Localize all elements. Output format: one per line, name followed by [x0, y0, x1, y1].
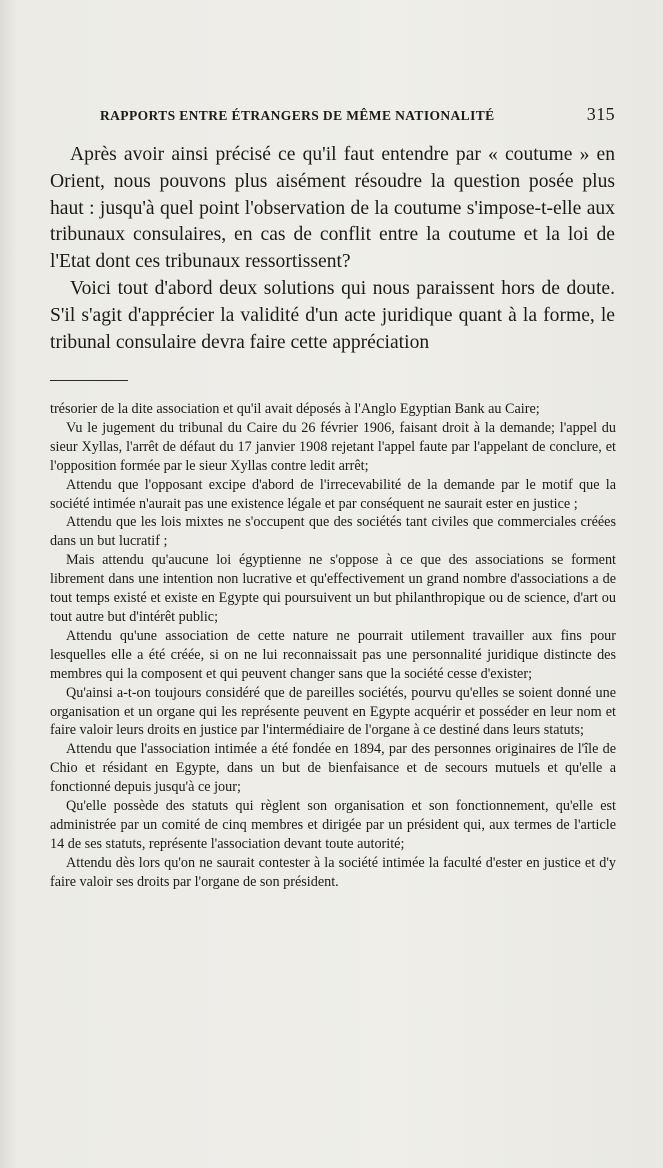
running-header	[100, 106, 615, 128]
footnote-paragraph: Qu'elle possède des statuts qui règlent son organisation et son fonctionnement, qu'elle est administrée par un comité de cinq membres et dirigée par un président qui, aux termes de l'article 14 de ses statuts, représente l'association devant toute autorité;	[50, 798, 616, 852]
footnote-paragraph: Attendu que l'opposant excipe d'abord de l'irrecevabilité de la demande par le motif que la société intimée n'aurait pas une existence légale et par conséquent ne saurait ester en justice ;	[50, 476, 616, 512]
running-title: RAPPORTS ENTRE ÉTRANGERS DE MÊME NATIONALITÉ	[100, 108, 495, 123]
footnote-paragraph: Attendu que l'association intimée a été fondée en 1894, par des personnes originaires de l'île de Chio et résidant en Egypte, dans un but de bienfaisance et de secours mutuels et qu'elle a fonctionné depuis jusqu'à ce jour;	[50, 741, 616, 796]
footnote-paragraph: Attendu dès lors qu'on ne saurait contester à la société intimée la faculté d'ester en justice et d'y faire valoir ses droits par l'organe de son président.	[50, 854, 616, 890]
footnote-paragraph: Vu le jugement du tribunal du Caire du 26 février 1906, faisant droit à la demande; l'appel du sieur Xyllas, l'arrêt de défaut du 17 janvier 1908 rejetant l'appel faute par l'appelant de conclure, et l'opposition formée par le sieur Xyllas contre ledit arrêt;	[50, 419, 616, 474]
footnote-paragraph: Mais attendu qu'aucune loi égyptienne ne s'oppose à ce que des associations se forment librement dans une intention non lucrative et qu'effectivement un grand nombre d'associations a de tout temps existé et existe en Egypte qui poursuivent un but philanthropique ou de science, d'art ou tout autre but d'intérêt public;	[50, 552, 616, 625]
page-number: 315	[586, 104, 615, 124]
footnote-paragraph: trésorier de la dite association et qu'il avait déposés à l'Anglo Egyptian Bank au Caire;	[50, 401, 540, 417]
body-paragraph: Après avoir ainsi précisé ce qu'il faut entendre par « coutume » en Orient, nous pouvons plus aisément résoudre la question posée plus haut : jusqu'à quel point l'observation de la coutume s'impose-t-elle aux tribunaux consulaires, en cas de conflit entre la coutume et la loi de l'Etat dont ces tribunaux ressortissent?	[50, 144, 615, 273]
footnote-paragraph: Attendu qu'une association de cette nature ne pourrait utilement travailler aux fins pour lesquelles elle a été créée, si on ne lui reconnaissait pas une personnalité juridique distincte des membres qui la composent et qui peuvent changer sans que la société cesse d'exister;	[50, 627, 616, 682]
main-text	[50, 142, 615, 356]
footnote-paragraph: Qu'ainsi a-t-on toujours considéré que de pareilles sociétés, pourvu qu'elles se soient donné une organisation et un organe qui les représente peuvent en Egypte acquérir et posséder en leur nom et faire valoir leurs droits en justice par l'intermédiaire de l'organe à ce destiné dans leurs statuts;	[50, 684, 616, 739]
footnote-separator	[50, 380, 128, 381]
footnote-text	[50, 400, 616, 892]
footnote-paragraph: Attendu que les lois mixtes ne s'occupent que des sociétés tant civiles que commerciales créées dans un but lucratif ;	[50, 514, 616, 550]
body-paragraph: Voici tout d'abord deux solutions qui nous paraissent hors de doute. S'il s'agit d'apprécier la validité d'un acte juridique quant à la forme, le tribunal consulaire devra faire cette appréciation	[50, 277, 615, 353]
